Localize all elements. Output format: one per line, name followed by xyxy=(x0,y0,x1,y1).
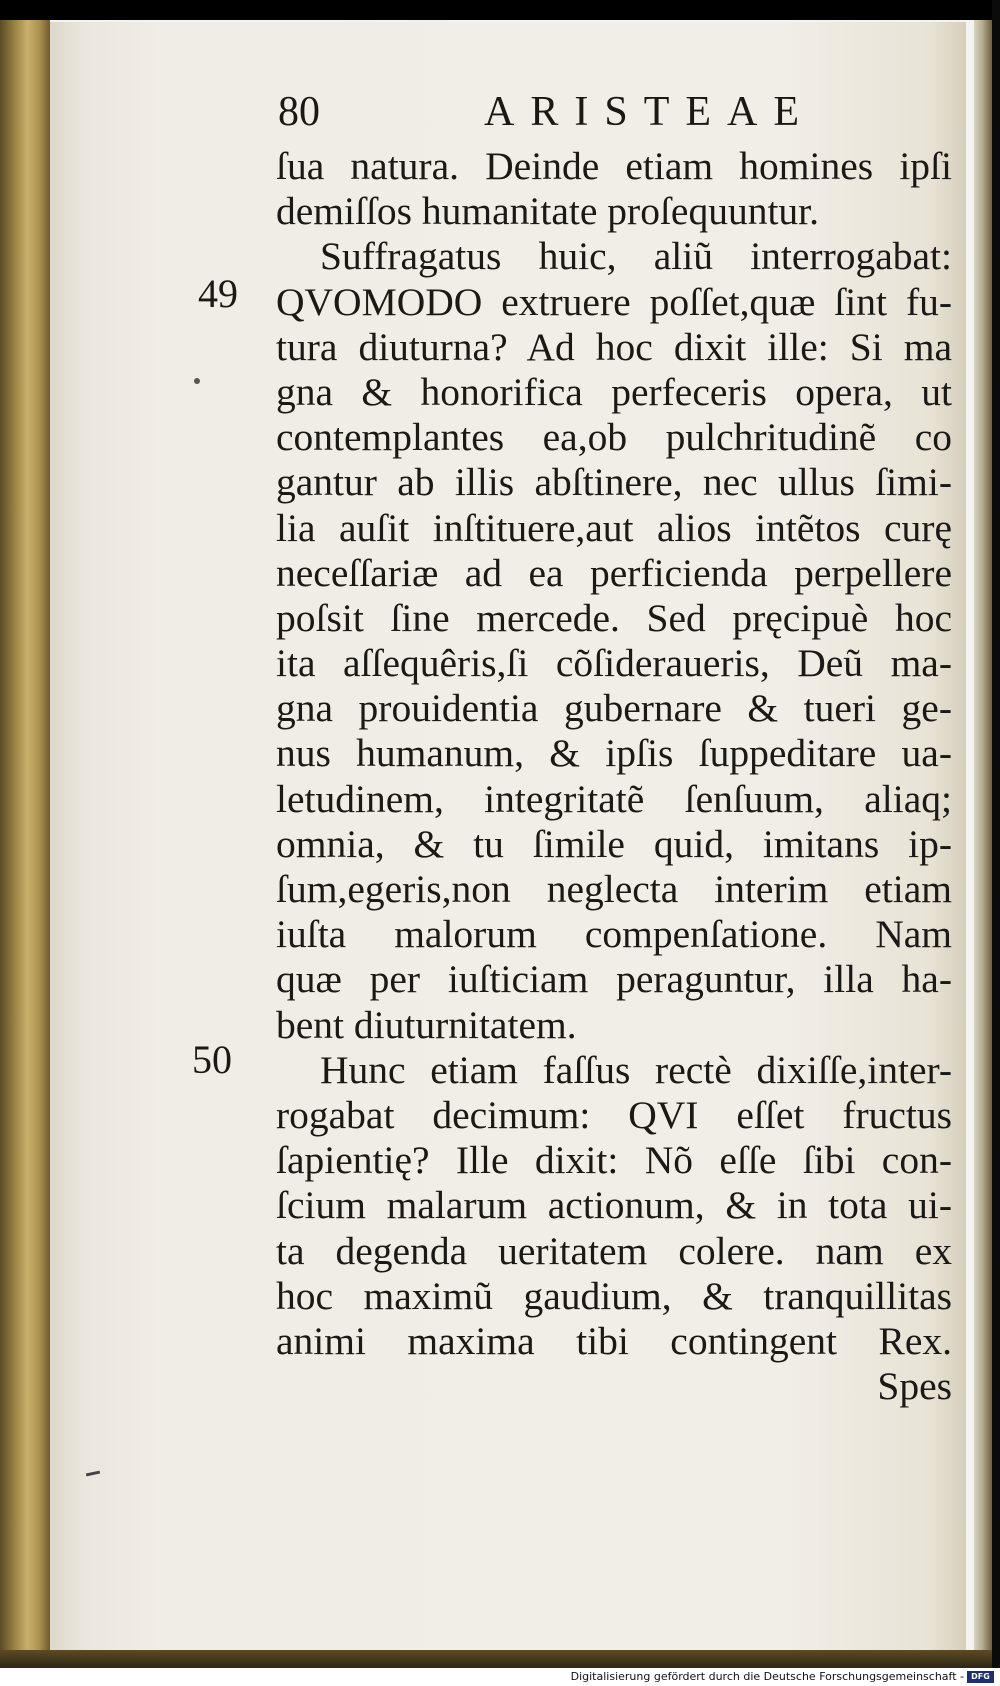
text-line: contemplantes ea,ob pulchritudinẽ co xyxy=(276,415,952,460)
text-line: neceſſariæ ad ea perficienda perpellere xyxy=(276,550,952,595)
book-cover-edge xyxy=(0,20,50,1660)
text-line: ita aſſequêris,ſi cõſideraueris, Deũ ma- xyxy=(276,641,952,686)
text-line: ſapientię? Ille dixit: Nõ eſſe ſibi con- xyxy=(276,1138,952,1183)
running-title: ARISTEAE xyxy=(484,89,815,135)
text-line: gna & honorifica perfeceris opera, ut xyxy=(276,369,952,414)
text-line: tura diuturna? Ad hoc dixit ille: Si ma xyxy=(276,324,952,369)
ink-speck xyxy=(194,378,200,384)
digitization-footer xyxy=(0,1668,1000,1686)
text-line: quæ per iuſticiam peraguntur, illa ha- xyxy=(276,957,952,1002)
scan-border-right xyxy=(992,0,1000,1668)
running-head xyxy=(278,88,815,138)
text-line: nus humanum, & ipſis ſuppeditare ua- xyxy=(276,731,952,776)
page-body-text xyxy=(276,144,952,1409)
text-line: Hunc etiam faſſus rectè dixiſſe,inter- xyxy=(320,1047,952,1092)
book-bottom-edge xyxy=(0,1650,992,1668)
text-line: ſum,egeris,non neglecta interim etiam xyxy=(276,867,952,911)
page-number: 80 xyxy=(278,89,320,135)
text-line: ſua natura. Deinde etiam homines ipſi xyxy=(276,144,952,188)
text-line: bent diuturnitatem. xyxy=(276,1002,577,1047)
book-fore-edge xyxy=(974,20,992,1660)
text-line: omnia, & tu ſimile quid, imitans ip- xyxy=(276,821,952,866)
margin-note-49: 49 xyxy=(198,271,238,316)
dfg-logo[interactable]: DFG xyxy=(967,1671,994,1683)
text-line: demiſſos humanitate proſequuntur. xyxy=(276,189,820,234)
footer-credit-text: Digitalisierung gefördert durch die Deutsche Forschungsgemeinschaft - xyxy=(570,1670,964,1683)
text-line: ſcium malarum actionum, & in tota ui- xyxy=(276,1183,952,1228)
catchword: Spes xyxy=(877,1364,952,1409)
text-line: animi maxima tibi contingent Rex. xyxy=(276,1318,952,1363)
scan-border-top xyxy=(0,0,1000,20)
text-line: gantur ab illis abſtinere, nec ullus ſimi- xyxy=(276,460,952,505)
text-line: gna prouidentia gubernare & tueri ge- xyxy=(276,686,952,731)
text-line: QVOMODO extruere poſſet,quæ ſint fu- xyxy=(276,279,952,324)
text-line: iuſta malorum compenſatione. Nam xyxy=(276,912,952,957)
text-line: hoc maximũ gaudium, & tranquillitas xyxy=(276,1273,952,1318)
text-line: lia auſit inſtituere,aut alios intẽtos curę xyxy=(276,505,952,550)
text-line: letudinem, integritatẽ ſenſuum, aliaq; xyxy=(276,776,952,821)
text-line: Suffragatus huic, aliũ interrogabat: xyxy=(320,234,952,279)
margin-note-50: 50 xyxy=(192,1037,232,1082)
text-line: ta degenda ueritatem colere. nam ex xyxy=(276,1228,952,1273)
text-line: rogabat decimum: QVI eſſet fructus xyxy=(276,1092,952,1137)
text-line: poſsit ſine mercede. Sed pręcipuè hoc xyxy=(276,595,952,640)
